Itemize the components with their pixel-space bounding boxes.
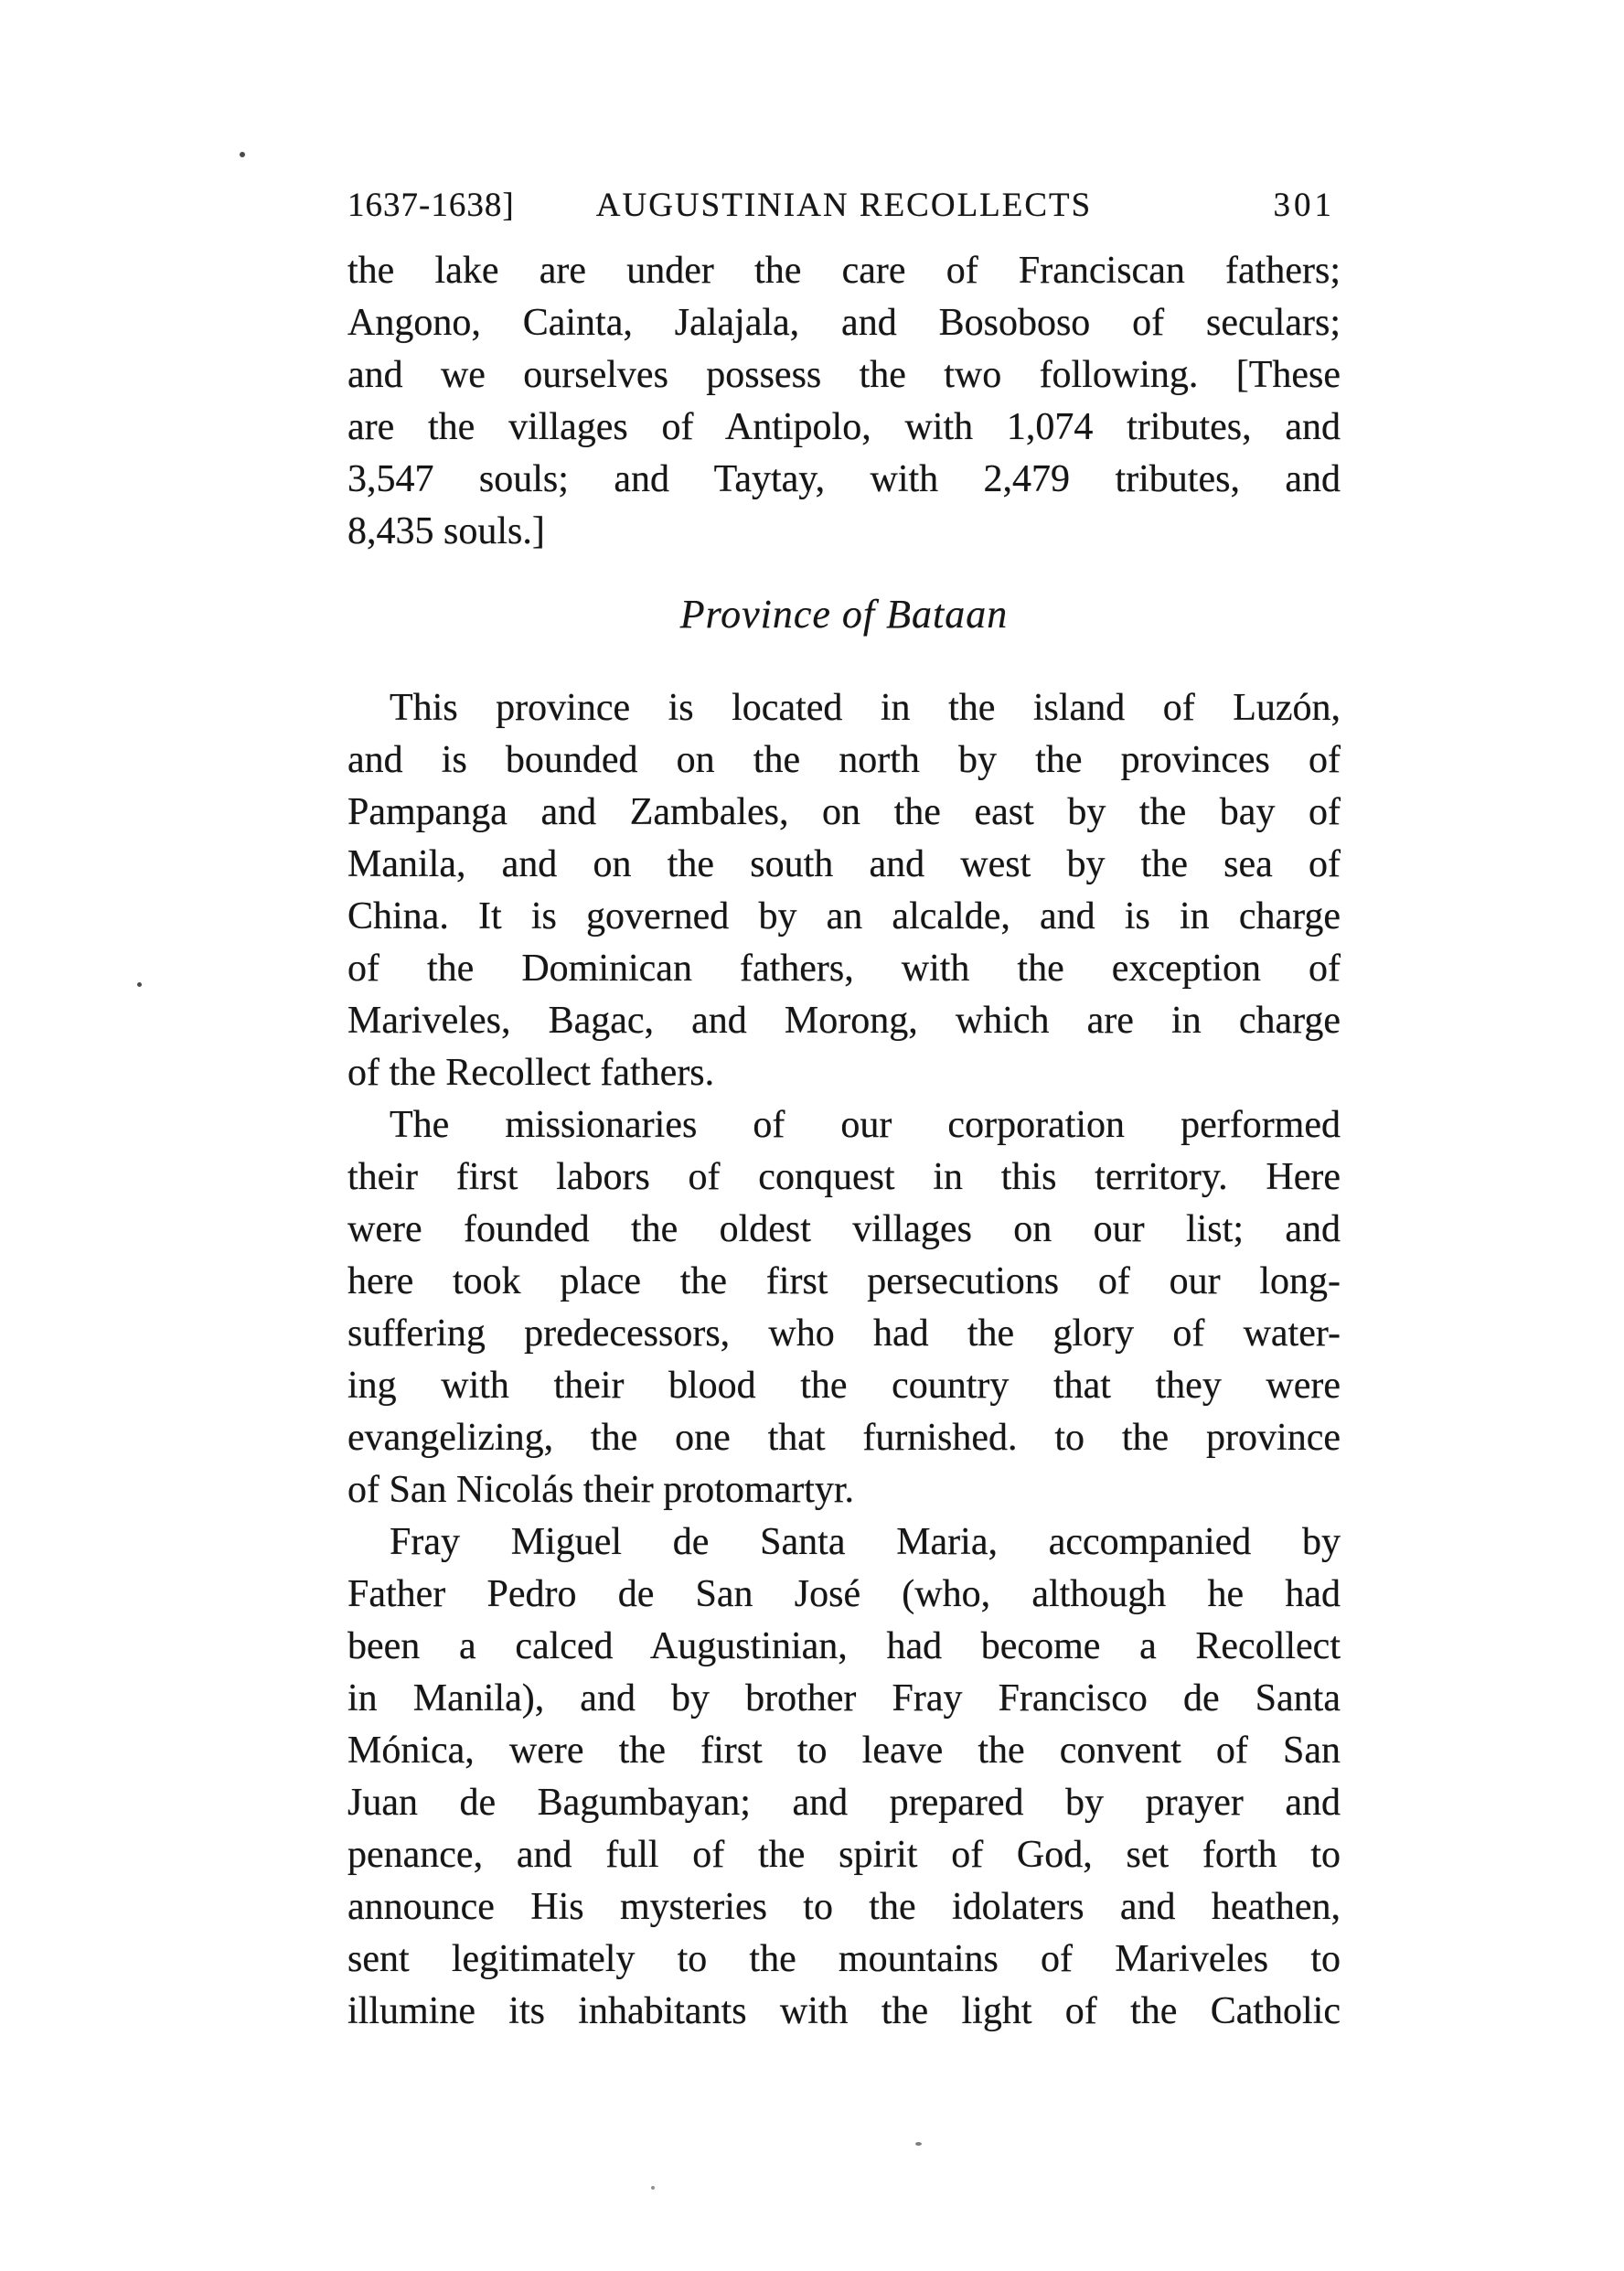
paragraph [347, 1516, 1341, 2038]
text-line: evangelizing, the one that furnished. to the province [347, 1417, 1341, 1459]
text-line: of the Dominican fathers, with the exception of [347, 948, 1341, 990]
paragraph [347, 682, 1341, 1099]
text-line: of San Nicolás their protomartyr. [347, 1469, 855, 1511]
text-line: their first labors of conquest in this territory. Here [347, 1156, 1341, 1198]
text-line: and is bounded on the north by the provinces of [347, 739, 1341, 781]
text-line: Father Pedro de San José (who, although he had [347, 1573, 1341, 1615]
text-line: 3,547 souls; and Taytay, with 2,479 tributes, and [347, 458, 1341, 500]
text-line: Juan de Bagumbayan; and prepared by prayer and [347, 1782, 1341, 1824]
text-line: Manila, and on the south and west by the sea of [347, 843, 1341, 885]
scan-speck [915, 2142, 922, 2146]
text-line: China. It is governed by an alcalde, and is in charge [347, 895, 1341, 937]
text-line: Angono, Cainta, Jalajala, and Bosoboso of seculars; [347, 302, 1341, 344]
header-title: AUGUSTINIAN RECOLLECTS [595, 187, 1093, 224]
scan-speck [137, 982, 142, 987]
paragraph [347, 1099, 1341, 1516]
paragraph [347, 245, 1341, 558]
text-line: sent legitimately to the mountains of Mariveles to [347, 1938, 1341, 1980]
text-line: Mónica, were the first to leave the convent of San [347, 1730, 1341, 1772]
text-line: Pampanga and Zambales, on the east by the bay of [347, 791, 1341, 833]
text-line: announce His mysteries to the idolaters and heathen, [347, 1886, 1341, 1928]
text-line: Mariveles, Bagac, and Morong, which are in charge [347, 1000, 1341, 1042]
page-content [347, 245, 1341, 2038]
running-head [347, 183, 1341, 229]
text-line: were founded the oldest villages on our list; and [347, 1208, 1341, 1250]
scan-speck [240, 152, 245, 157]
text-line: The missionaries of our corporation performed [390, 1104, 1341, 1146]
text-line: ing with their blood the country that they were [347, 1365, 1341, 1407]
text-line: illumine its inhabitants with the light of the Catholic [347, 1990, 1341, 2032]
text-line: suffering predecessors, who had the glory of water- [347, 1312, 1341, 1355]
text-line: penance, and full of the spirit of God, set forth to [347, 1834, 1341, 1876]
text-line: in Manila), and by brother Fray Francisco de Santa [347, 1677, 1341, 1719]
scan-speck [651, 2186, 655, 2190]
text-line: are the villages of Antipolo, with 1,074 tributes, and [347, 406, 1341, 448]
text-line: of the Recollect fathers. [347, 1052, 715, 1094]
header-page-number: 301 [1273, 187, 1335, 224]
text-line: This province is located in the island of Luzón, [390, 687, 1341, 729]
section-heading: Province of Bataan [679, 592, 1009, 637]
text-line: been a calced Augustinian, had become a Recollect [347, 1625, 1341, 1667]
text-line: the lake are under the care of Franciscan fathers; [347, 250, 1341, 292]
text-line: and we ourselves possess the two following. [These [347, 354, 1341, 396]
text-line: 8,435 souls.] [347, 510, 545, 552]
header-year-range: 1637-1638] [347, 187, 515, 224]
text-line: Fray Miguel de Santa Maria, accompanied by [390, 1521, 1341, 1563]
text-line: here took place the first persecutions of our long- [347, 1260, 1341, 1302]
